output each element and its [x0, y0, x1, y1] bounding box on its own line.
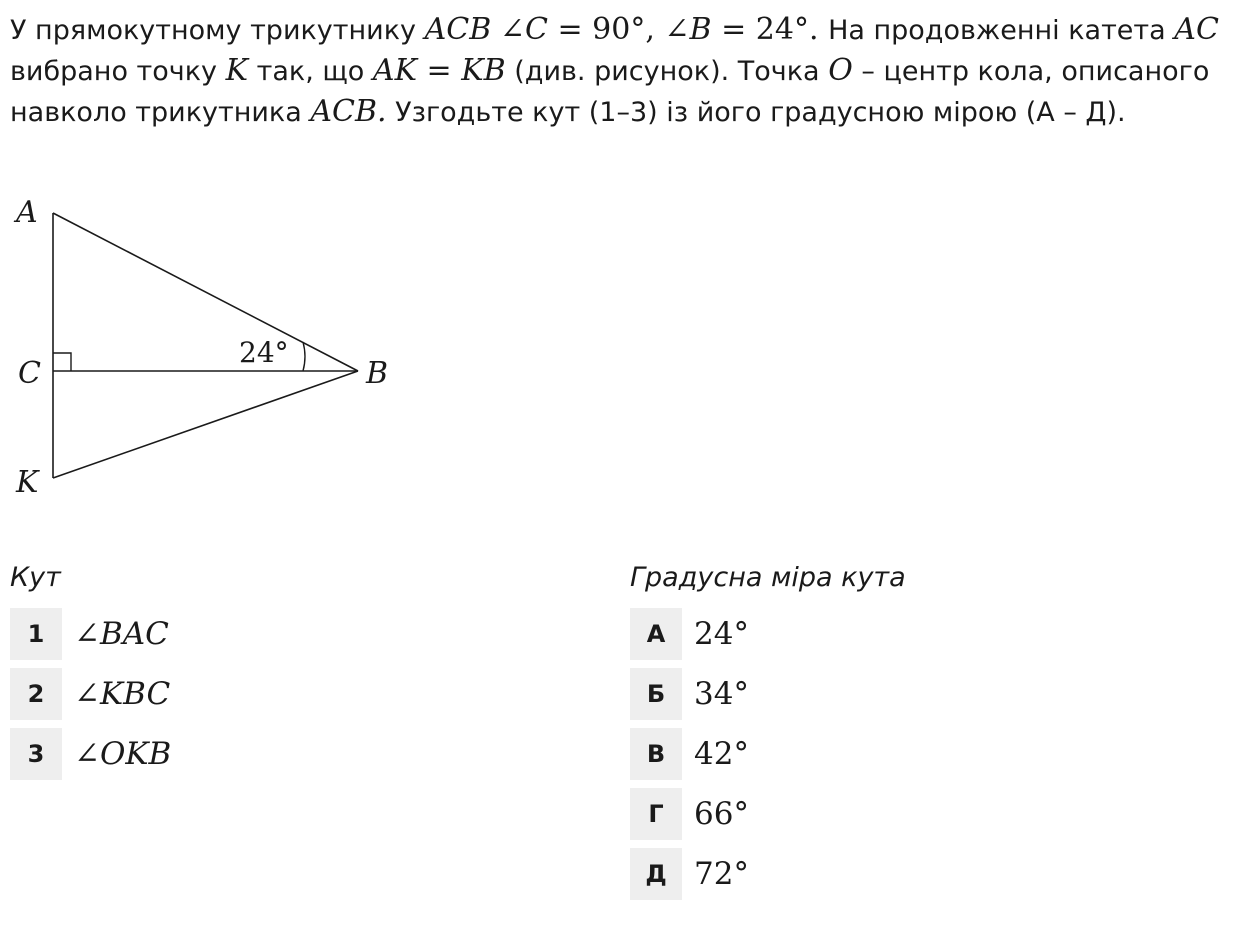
math-segment: AK — [372, 53, 417, 88]
right-angle-mark — [53, 353, 71, 371]
option-value: 34° — [694, 676, 749, 712]
math-value: = 24°. — [711, 12, 829, 47]
problem-text: Узгодьте кут (1–3) із його градусною мірою (А – Д). — [386, 97, 1126, 128]
problem-text: На продовженні катета — [828, 15, 1175, 46]
math-value: = 90°, — [547, 12, 665, 47]
option-value: 24° — [694, 616, 749, 652]
triangle-diagram — [10, 190, 410, 510]
math-segment: KB — [461, 53, 506, 88]
measure-option-v — [630, 728, 749, 780]
angle-number: 2 — [10, 668, 62, 720]
math-segment: AC — [1174, 12, 1219, 47]
angle-number: 3 — [10, 728, 62, 780]
math-triangle: ACB — [424, 12, 492, 47]
angle-label: 24° — [239, 336, 289, 369]
angle-arc — [303, 342, 305, 371]
label-c: C — [18, 356, 41, 391]
measure-option-g — [630, 788, 749, 840]
problem-text: (див. рисунок). Точка — [505, 56, 829, 87]
math-point: O — [828, 53, 853, 88]
angle-item-1 — [10, 608, 169, 660]
angles-column-title: Кут — [10, 562, 61, 593]
angle-item-2 — [10, 668, 170, 720]
angle-name: ∠KBC — [74, 676, 171, 712]
option-value: 42° — [694, 736, 749, 772]
label-a: A — [16, 195, 38, 230]
option-letter: Г — [630, 788, 682, 840]
option-value: 72° — [694, 856, 749, 892]
angle-name: ∠BAC — [74, 616, 169, 652]
math-angle-c: ∠C — [499, 12, 548, 47]
triangle-figure — [10, 190, 410, 510]
problem-text: вибрано точку — [10, 56, 226, 87]
math-angle-b: ∠B — [664, 12, 712, 47]
problem-text: так, що — [248, 56, 373, 87]
option-value: 66° — [694, 796, 749, 832]
angle-name: ∠OKB — [74, 736, 172, 772]
math-equals: = — [417, 53, 462, 88]
option-letter: В — [630, 728, 682, 780]
measure-option-d — [630, 848, 749, 900]
option-letter: Д — [630, 848, 682, 900]
option-letter: А — [630, 608, 682, 660]
label-k: K — [16, 465, 39, 500]
side-ab — [53, 213, 358, 371]
measures-column-title: Градусна міра кута — [630, 562, 906, 593]
measure-option-a — [630, 608, 749, 660]
math-triangle: ACB. — [310, 94, 387, 129]
problem-text: У прямокутному трикутнику — [10, 15, 425, 46]
problem-statement — [10, 10, 1232, 133]
label-b: B — [366, 356, 389, 391]
angle-item-3 — [10, 728, 171, 780]
measure-option-b — [630, 668, 749, 720]
option-letter: Б — [630, 668, 682, 720]
math-point: K — [225, 53, 249, 88]
side-kb — [53, 371, 358, 478]
problem-text: – центр кола, описаного навколо трикутника — [10, 56, 1210, 128]
angle-number: 1 — [10, 608, 62, 660]
